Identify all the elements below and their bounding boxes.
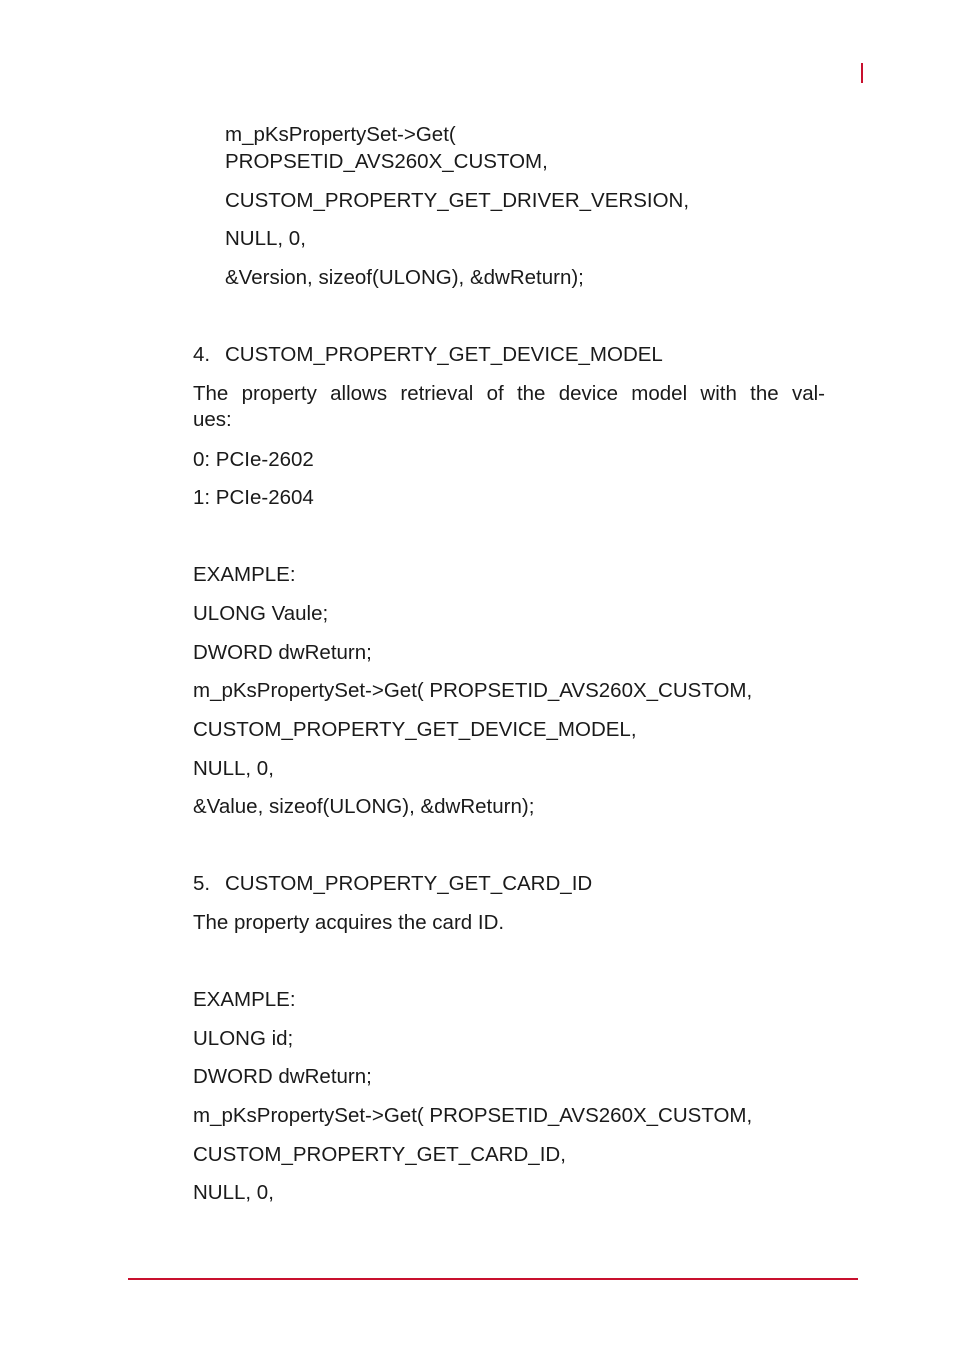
description-line: The property allows retrieval of the device model with the val- bbox=[193, 382, 825, 405]
code-line: PROPSETID_AVS260X_CUSTOM, bbox=[225, 150, 548, 173]
example-label: EXAMPLE: bbox=[193, 988, 296, 1011]
value-item: 0: PCIe-2602 bbox=[193, 448, 314, 471]
section-description bbox=[193, 381, 825, 433]
section-number: 4. bbox=[193, 343, 211, 366]
code-line: DWORD dwReturn; bbox=[193, 1065, 372, 1088]
code-line: m_pKsPropertySet->Get( PROPSETID_AVS260X_CUSTOM, bbox=[193, 679, 753, 702]
code-line: NULL, 0, bbox=[225, 227, 306, 250]
section-number: 5. bbox=[193, 872, 211, 895]
code-line: CUSTOM_PROPERTY_GET_CARD_ID, bbox=[193, 1143, 566, 1166]
code-line: NULL, 0, bbox=[193, 1181, 274, 1204]
section-description: The property acquires the card ID. bbox=[193, 911, 505, 934]
code-line: &Value, sizeof(ULONG), &dwReturn); bbox=[193, 795, 535, 818]
code-line: NULL, 0, bbox=[193, 757, 274, 780]
section-heading-4 bbox=[193, 342, 663, 368]
description-line: ues: bbox=[193, 408, 232, 431]
footer-rule bbox=[128, 1278, 858, 1280]
code-line: CUSTOM_PROPERTY_GET_DEVICE_MODEL, bbox=[193, 718, 637, 741]
code-line: DWORD dwReturn; bbox=[193, 641, 372, 664]
code-line: &Version, sizeof(ULONG), &dwReturn); bbox=[225, 266, 584, 289]
section-title: CUSTOM_PROPERTY_GET_CARD_ID bbox=[225, 872, 593, 895]
code-line: ULONG id; bbox=[193, 1027, 294, 1050]
code-line: CUSTOM_PROPERTY_GET_DRIVER_VERSION, bbox=[225, 189, 690, 212]
header-accent-mark bbox=[861, 63, 863, 83]
example-label: EXAMPLE: bbox=[193, 563, 296, 586]
code-line: m_pKsPropertySet->Get( PROPSETID_AVS260X_CUSTOM, bbox=[193, 1104, 753, 1127]
code-line: ULONG Vaule; bbox=[193, 602, 329, 625]
section-title: CUSTOM_PROPERTY_GET_DEVICE_MODEL bbox=[225, 343, 663, 366]
section-heading-5 bbox=[193, 871, 592, 897]
value-item: 1: PCIe-2604 bbox=[193, 486, 314, 509]
code-line: m_pKsPropertySet->Get( bbox=[225, 123, 456, 146]
